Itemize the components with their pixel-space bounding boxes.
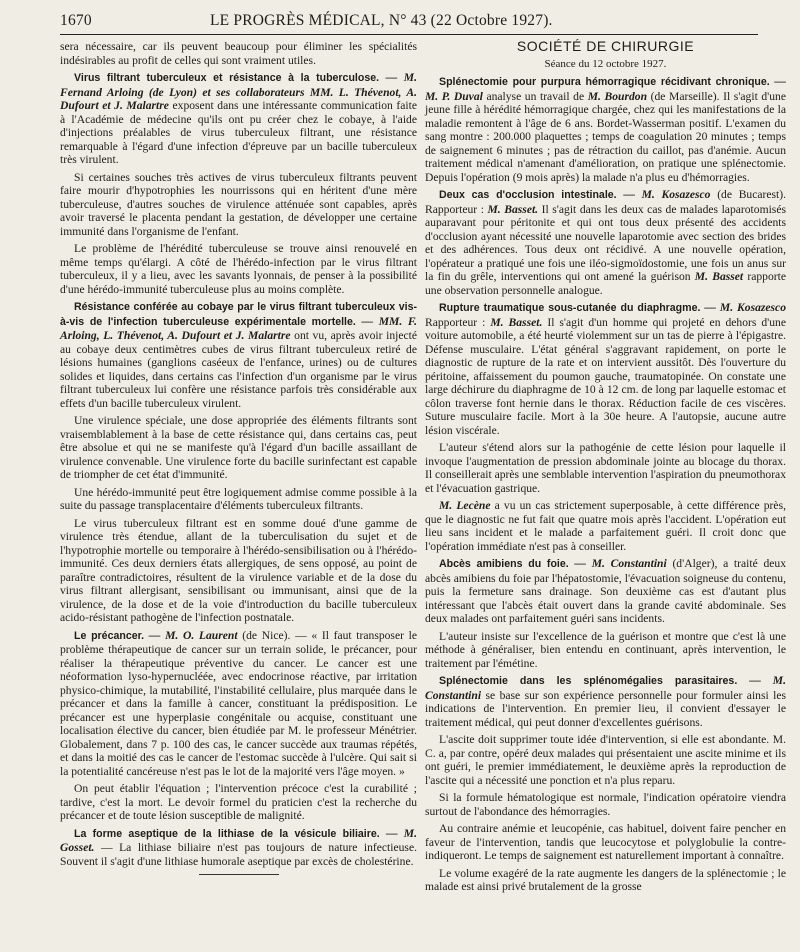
- article-text: — La lithiase biliaire n'est pas toujours de nature infectieuse. Souvent il s'agit d'une lithiase humorale aseptique par excès de cholestérine.: [60, 841, 417, 868]
- author-name: M. Basset: [694, 270, 744, 283]
- article-text: analyse un travail de: [482, 89, 588, 103]
- article-occlusion: [425, 188, 786, 297]
- article-text: a vu un cas strictement superposable, à cette différence près, que le diagnostic ne fut fait que quatre mois après l'accident. L'opération eut lieu sans incident et le malade a parfaitement guéri. Il croit donc que l'opération immédiate n'est pas à conseiller.: [425, 499, 786, 553]
- article-authors: — M. Kosazesco: [616, 188, 711, 201]
- paragraph: L'ascite doit supprimer toute idée d'intervention, si elle est abondante. M. C. a, par contre, opéré deux malades qui présentaient une ascite minime et ils ont guéri, le premier immédiatement, le deuxième après la reproduction de l'ascite qui a nécessité une ponction et n'a plus reparu.: [425, 733, 786, 787]
- article-filtrant-resistance: [60, 71, 417, 167]
- article-text: exposent dans une intéressante communication faite à l'Académie de médecine qu'ils ont pu créer chez le cobaye, à l'aide d'injections préalables de virus tuberculeux filtrant, une résistance remarquable à l'égard d'une infection d'épreuve par un bacille tuberculeux très virulent.: [60, 99, 417, 166]
- article-text: Rapporteur :: [425, 315, 491, 329]
- paragraph: L'auteur insiste sur l'excellence de la guérison et montre que c'est là une méthode à généraliser, bien entendu en continuant, après intervention, le traitement par l'émétine.: [425, 629, 786, 670]
- paragraph: Le problème de l'hérédité tuberculeuse se trouve ainsi renouvelé en même temps qu'élargi. A côté de l'hérédo-infection par le virus filtrant tuberculeux, il y a lieu, avec les savants lyonnais, de penser à la possibilité d'une hérédo-immunité tuberculeuse plus au moins complète.: [60, 242, 417, 296]
- article-text: rapporte une observation personnelle analogue.: [425, 270, 786, 297]
- article-text: Il s'agit dans les deux cas de malades laparotomisés auparavant pour péritonite et qui ont tous deux présenté des accidents d'occlusion ayant nécessité une nouvelle laparotomie avec section des brides et des adhérences. Tous deux ont récidivé. A une nouvelle opération, l'opérateur a pratiqué une fois une iléo-sigmoïdostomie, une fois un anus sur la fin du grêle, interventions qui ont amené la guérison: [425, 202, 786, 283]
- paragraph: Au contraire anémie et leucopénie, cas habituel, doivent faire pencher en faveur de l'intervention, tandis que leucocytose et polyglobulie la contre-indiqueront. Le temps de saignement est naturellement important à connaître.: [425, 822, 786, 862]
- article-text: (de Marseille). Il s'agit d'une jeune fille à hérédité hémorragique chargée, chez qui les manifestations de la maladie remontent à l'âge de 6 ans. Bordet-Wasserman positif. L'examen du sang montre : 200.000 plaquettes ; temps de coagulation 20 minutes ; temps de saignement 6 minutes ; pas de rétraction du caillot, pas d'anémie. Aucun traitement médical n'amenant d'amélioration, on pratique une splénectomie. Depuis l'opération (9 mois après) la malade n'a plus eu d'hémorragies.: [425, 89, 786, 184]
- paragraph: Une virulence spéciale, une dose appropriée des éléments filtrants sont vraisemblablement à la base de cette résistance qui, dans certains cas, peut être absolue et qui ne se manifeste qu'à l'égard d'un bacille assaillant de virulence convenable. Une virulence forte du bacille surinfectant est capable de triompher de cet état d'immunité.: [60, 414, 417, 481]
- article-abces-amibiens: [425, 557, 786, 626]
- article-title: Virus filtrant tuberculeux et résistance à la tuberculose.: [74, 72, 380, 84]
- author-name: M. Bourdon: [587, 89, 648, 103]
- article-resistance-cobaye: [60, 300, 417, 410]
- section-title: SOCIÉTÉ DE CHIRURGIE: [516, 38, 695, 54]
- article-authors: — M. P. Duval: [425, 75, 786, 103]
- article-splenomegalies: [425, 674, 786, 729]
- intro-paragraph: sera nécessaire, car ils peuvent beaucoup pour éliminer les spécialités indésirables au profit de celles qui sont vraiment utiles.: [60, 40, 417, 67]
- article-text: (d'Alger), a traité deux abcès amibiens du foie par l'hépatostomie, l'évacuation soigneuse du contenu, puis la fermeture sans drainage. Son deuxième cas est d'autant plus intéressant que l'abcès était ouvert dans la grande cavité abdominale. Ses deux malades ont parfaitement guéri sans incidents.: [425, 557, 786, 625]
- paragraph: On peut établir l'équation ; l'intervention précoce c'est la curabilité ; tardive, c'est la mort. Le devoir formel du praticien c'est la recherche du précancer et de toute lésion susceptible de malignité.: [60, 782, 417, 822]
- section-date: Séance du 12 octobre 1927.: [544, 57, 667, 70]
- paragraph: Si certaines souches très actives de virus tuberculeux filtrants peuvent faire mourir d'hypotrophies les nourrissons qui en héritent d'une mère tuberculeuse, d'autres souches de virulence atténuée sont capables, après avoir traversé le placenta pendant la gestation, de développer une certaine immunité dans l'organisme de l'enfant.: [60, 170, 417, 238]
- article-authors: — M. Gosset.: [60, 826, 417, 854]
- article-text: (de Nice). — « Il faut transposer le problème thérapeutique de cancer sur un terrain solide, le précancer, pour réaliser la thérapeutique préventive du cancer. Le cancer est une néoformation lyso-hypernucléée, avec endocrinose réactive, par irritation physico-chimique, la mutabilité, l'instabilité cellulaire, plus marquée dans le précancer et dans la famille à cancer, constituant la prédisposition. Le précancer est une hyperplasie congénitale ou acquise, constituant une localisation élective du cancer, bien étudiée par M. le professeur Ménétrier. Globalement, dans 7 p. 100 des cas, le cancer succède aux traumas répétés, et dans la moitié des cas le cancer de l'estomac succède à l'ulcère. Qui sait si la potentialité cancéreuse n'est pas le lot de la majorité vers l'âge moyen. »: [60, 628, 418, 778]
- article-title: Splénectomie dans les splénomégalies parasitaires.: [439, 675, 738, 687]
- article-authors: — M. Constantini: [568, 557, 667, 570]
- article-title: La forme aseptique de la lithiase de la vésicule biliaire.: [74, 827, 380, 840]
- article-authors: — M. Kosazesco: [700, 301, 787, 314]
- article-title: Splénectomie pour purpura hémorragique récidivant chronique.: [439, 76, 770, 88]
- paragraph: Le volume exagéré de la rate augmente les dangers de la splénectomie ; le malade est ainsi privé brutalement de la grosse: [425, 866, 786, 893]
- article-authors: — M. Constantini: [425, 674, 786, 702]
- paragraph: Le virus tuberculeux filtrant est en somme doué d'une gamme de virulence très étendue, allant de la tuberculisation du sujet et de l'hypotrophie mortelle ou temporaire à l'hérédo-sensibilisation ou à l'hérédo-immunité. Ces deux derniers états allergiques, de sens opposé, au point de paraître contradictoires, résultent de la virulence variable et de la dose du virus filtrant allergisant, sensibilisant ou immunisant, ainsi que de la virulence, de la dose et de la voie d'introduction du bacille tuberculeux acido-résistant pathogène de l'infection postnatale.: [60, 516, 417, 624]
- paragraph: [425, 499, 786, 553]
- article-authors: — M. O. Laurent: [144, 628, 238, 642]
- paragraph: Si la formule hématologique est normale, l'indication opératoire viendra surtout de l'abondance des hémorragies.: [425, 791, 786, 818]
- article-authors: — M. Fernand Arloing (de Lyon) et ses collaborateurs MM. L. Thévenot, A. Dufourt et J. Malartre: [60, 71, 417, 112]
- left-column: [60, 40, 417, 875]
- article-text: Il s'agit d'un homme qui projeté en dehors d'une voiture automobile, a été heurté violemment sur un tas de pierre à l'épigastre. Défense musculaire. L'état général s'aggravant rapidement, on porte le diagnostic de rupture de la rate et on intervient aussitôt. Dès l'ouverture du péritoine, affaissement du poumon gauche, traumatopinée. On constate une large déchirure du diaphragme de 10 à 12 cm. de long par laquelle estomac et côlon traverse font hernie dans le thorax. Réduction facile de ces viscères. Suture musculaire facile. Mort à la 30e heure. A l'autopsie, aucune autre lésion viscérale.: [425, 315, 786, 437]
- paragraph: Une hérédo-immunité peut être logiquement admise comme possible à la suite du passage transplacentaire d'éléments tuberculeux filtrants.: [60, 485, 417, 512]
- author-name: M. Basset.: [490, 315, 543, 329]
- article-splenectomie-purpura: [425, 75, 786, 184]
- page-header: [60, 6, 758, 35]
- article-title: Rupture traumatique sous-cutanée du diaphragme.: [439, 302, 701, 314]
- end-rule: [199, 874, 279, 875]
- right-column: [425, 40, 786, 898]
- page-number: 1670: [60, 12, 92, 29]
- article-lithiase: [60, 827, 417, 869]
- article-authors: — MM. F. Arloing, L. Thévenot, A. Dufourt et J. Malartre: [60, 314, 417, 342]
- article-text: se base sur son expérience personnelle pour formuler ainsi les indications de l'intervention. En premier lieu, il convient d'essayer le traitement médical, qui peut donner d'excellentes guérisons.: [425, 688, 786, 729]
- author-name: M. Lecène: [439, 499, 491, 512]
- article-title: Deux cas d'occlusion intestinale.: [439, 189, 617, 201]
- article-title: Le précancer.: [74, 629, 145, 642]
- paragraph: L'auteur s'étend alors sur la pathogénie de cette lésion pour laquelle il invoque l'augmentation de pression abdominale jointe au blocage du thorax. Il conseillerait après une semblable intervention l'aspiration du pneumothorax et l'évacuation gastrique.: [425, 441, 786, 495]
- article-text: ont vu, après avoir injecté au cobaye deux centimètres cubes de virus filtrant tuberculeux retiré de lésions humaines (ganglions caséeux de l'enfance, urines) ou de cultures solides et liquides, dans certains cas l'infection d'un organisme par le virus filtrant tuberculeux lui confère une résistance parfois très considérable aux effets d'un bacille tuberculeux virulent.: [60, 329, 418, 410]
- author-name: M. Basset.: [487, 202, 539, 216]
- article-rupture-diaphragme: [425, 301, 786, 437]
- article-precancer: [60, 629, 417, 779]
- running-title: LE PROGRÈS MÉDICAL, N° 43 (22 Octobre 1927).: [210, 12, 553, 29]
- article-title: Résistance conférée au cobaye par le virus filtrant tuberculeux vis-à-vis de l'infection tuberculeuse expérimentale mortelle.: [60, 301, 417, 328]
- article-text: (de Bucarest). Rapporteur :: [425, 188, 787, 216]
- article-title: Abcès amibiens du foie.: [439, 558, 569, 570]
